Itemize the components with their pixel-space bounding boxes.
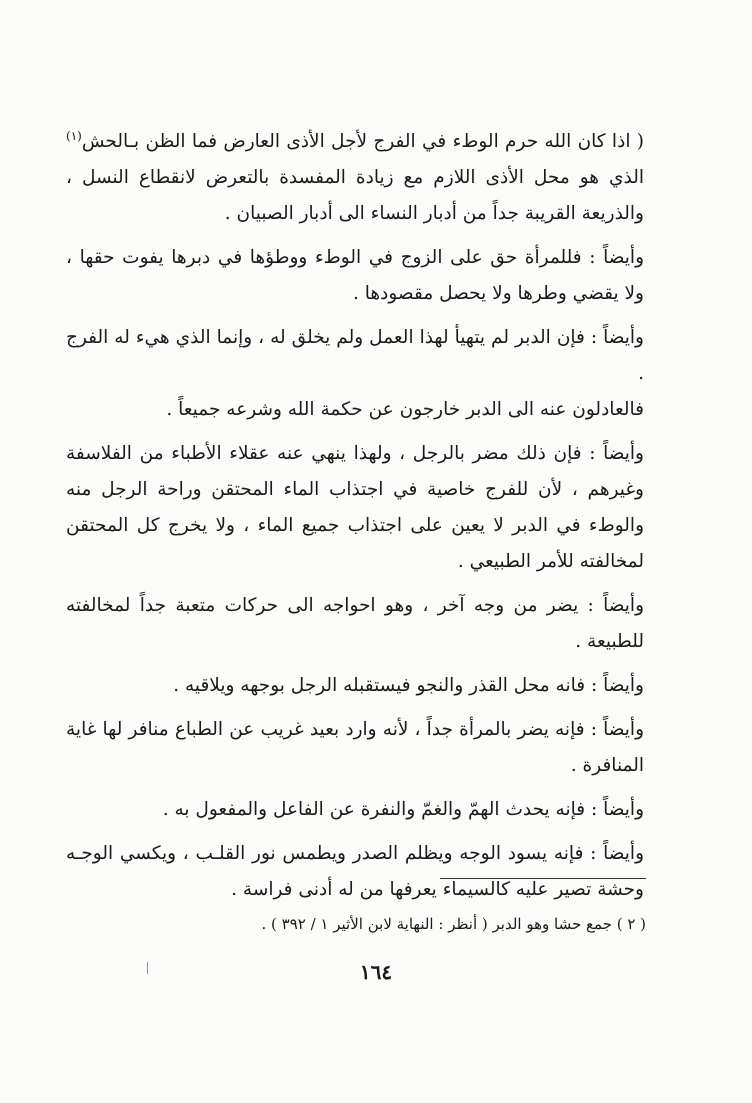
paragraph-7: وأيضاً : فانه محل القذر والنجو فيستقبله الرجل بوجهه ويلاقيه . [173, 675, 644, 696]
paragraph-1-text: ( اذا كان الله حرم الوطء في الفرج لأجل الأذى العارض فما الظن بـالحش [81, 131, 644, 152]
footnote: ( ٢ ) جمع حشا وهو الدبر ( أنظر : النهاية لابن الأثير ١ / ٣٩٢ ) . [261, 915, 646, 933]
page-number: ١٦٤ [359, 960, 393, 984]
paragraph-6: وأيضاً : يضر من وجه آخر ، وهو احواجه الى حركات متعبة جداً لمخالفته للطبيعة . [66, 595, 644, 652]
main-text [66, 124, 644, 908]
paragraph-1-continuation: الذي هو محل الأذى اللازم مع زيادة المفسدة بالتعرض لانقطاع النسل ، والذريعة القريبة جداً من أدبار النساء الى أدبار الصبيان . [66, 167, 644, 224]
footnote-divider [440, 878, 646, 879]
paragraph-4: فالعادلون عنه الى الدبر خارجون عن حكمة الله وشرعه جميعاً . [166, 399, 644, 420]
paragraph-5: وأيضاً : فإن ذلك مضر بالرجل ، ولهذا ينهي عنه عقلاء الأطباء من الفلاسفة وغيرهم ، لأن للفرج خاصية في اجتذاب الماء المحتقن وراحة الرجل منه والوطء في الدبر لا يعين على اجتذاب جميع الماء ، ولا يخرج كل المحتقن لمخالفته للأمر الطبيعي . [66, 443, 644, 572]
paragraph-8: وأيضاً : فإنه يضر بالمرأة جداً ، لأنه وارد بعيد غريب عن الطباع منافر لها غاية المنافرة . [66, 719, 644, 776]
paragraph-1 [66, 124, 644, 232]
paragraph-3: وأيضاً : فإن الدبر لم يتهيأ لهذا العمل ولم يخلق له ، وإنما الذي هيء له الفرج . [66, 327, 644, 384]
paragraph-2: وأيضاً : فللمرأة حق على الزوج في الوطء ووطؤها في دبرها يفوت حقها ، ولا يقضي وطرها ولا يحصل مقصودها . [66, 247, 644, 304]
paragraph-9: وأيضاً : فإنه يحدث الهمّ والغمّ والنفرة عن الفاعل والمفعول به . [162, 799, 644, 820]
paragraph-10: وأيضاً : فإنه يسود الوجه ويظلم الصدر ويطمس نور القلـب ، ويكسي الوجـه وحشة تصير عليه كالسيماء يعرفها من له أدنى فراسة . [66, 843, 644, 900]
footnote-marker: (١) [66, 128, 82, 143]
